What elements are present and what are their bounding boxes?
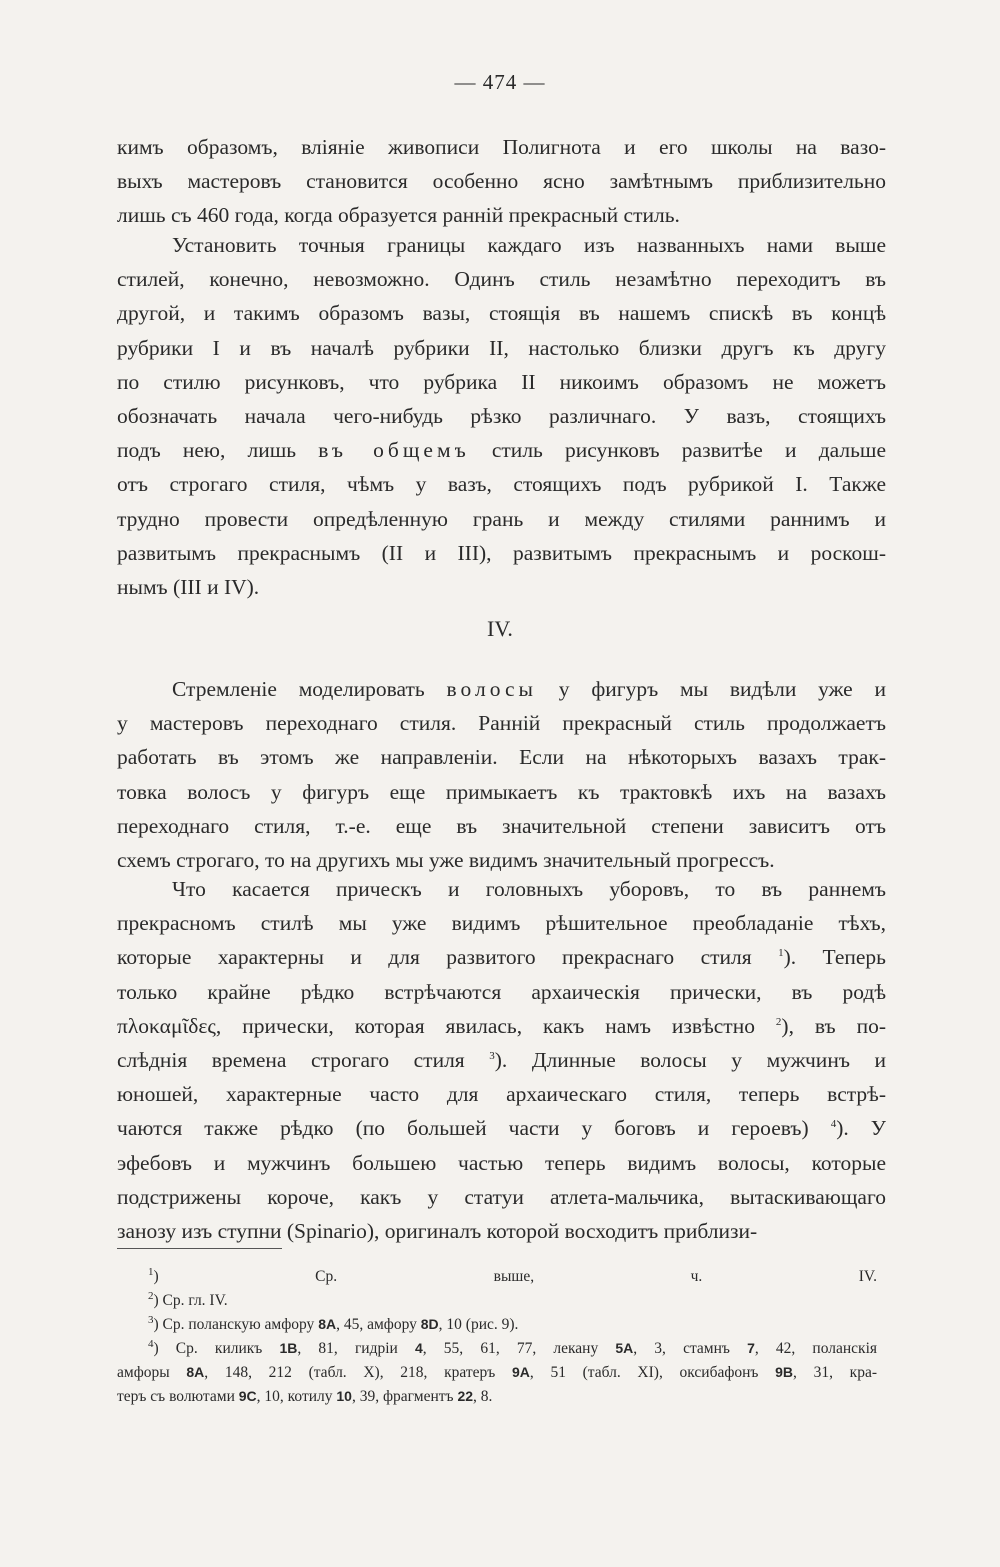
footnote-mark: 2 [148,1289,154,1302]
paragraph-2-line: отъ строгаго стиля, чѣмъ у вазъ, стоящихъ подъ рубрикой I. Также [117,472,886,497]
paragraph-4-line: чаются также рѣдко (по большей части у боговъ и героевъ) $^4$). У [117,1116,886,1141]
spaced-emphasis: волосы [446,677,537,701]
paragraph-4-line: эфебовъ и мужчинъ большею частью теперь видимъ волосы, которые [117,1150,886,1175]
paragraph-3-line: Стремленіе моделировать волосы у фигуръ мы видѣли уже и [172,677,886,701]
paragraph-4-line: слѣднія времена строгаго стиля $^3$). Длинные волосы у мужчинъ и [117,1048,886,1072]
footnote-2: $^2$) Ср. гл. IV. [148,1289,228,1309]
paragraph-3-line: переходнаго стиля, т.-е. еще въ значительной степени зависитъ отъ [117,813,886,838]
footnote-4-line-1: $^4$) Ср. киликъ 1B, 81, гидріи 4, 55, 61, 77, лекану 5A, 3, стамнъ 7, 42, поланскія [148,1337,878,1357]
paragraph-1-line: кимъ образомъ, вліяніе живописи Полигнота и его школы на вазо- [117,135,886,159]
footnote-ref: 2 [775,1015,782,1028]
footnote-mark: 4 [148,1337,154,1350]
paragraph-4-line: которые характерны и для развитого прекраснаго стиля $^1$). Теперь [117,945,886,970]
paragraph-3-line: работать въ этомъ же направленіи. Если на нѣкоторыхъ вазахъ трак- [117,745,886,770]
paragraph-2-line: по стилю рисунковъ, что рубрика II никоимъ образомъ не можетъ [117,369,886,394]
paragraph-1-line: выхъ мастеровъ становится особенно ясно замѣтнымъ приблизительно [117,169,886,194]
footnote-mark: 1 [148,1265,154,1278]
footnote-4-line-2: амфоры 8A, 148, 212 (табл. X), 218, кратеръ 9A, 51 (табл. XI), оксибафонъ 9B, 31, кра- [117,1364,877,1381]
paragraph-1-line: лишь съ 460 года, когда образуется ранній прекрасный стиль. [117,203,680,228]
paragraph-4-line: юношей, характерные часто для архаическаго стиля, теперь встрѣ- [117,1082,886,1107]
paragraph-3-line: у мастеровъ переходнаго стиля. Ранній прекрасный стиль продолжаетъ [117,711,886,736]
paragraph-4-line: только крайне рѣдко встрѣчаются архаическія прически, въ родѣ [117,979,886,1004]
paragraph-4-line: подстрижены короче, какъ у статуи атлета-мальчика, вытаскивающаго [117,1184,886,1209]
footnote-ref: 4 [830,1118,837,1131]
paragraph-4-line: Что касается прическъ и головныхъ уборовъ, то въ раннемъ [172,877,886,901]
footnote-ref: 3 [489,1049,495,1062]
paragraph-4-line: занозу изъ ступни (Spinario), оригиналъ которой восходитъ приблизи- [117,1219,758,1243]
paragraph-2-line: Установить точныя границы каждаго изъ названныхъ нами выше [172,233,886,257]
paragraph-2-line: рубрики I и въ началѣ рубрики II, настолько близки другъ къ другу [117,335,886,360]
page-number: — 474 — [454,70,546,94]
paragraph-2-line: стилей, конечно, невозможно. Одинъ стиль незамѣтно переходитъ въ [117,267,886,292]
paragraph-2-line: трудно провести опредѣленную грань и между стилями раннимъ и [117,506,886,531]
paragraph-2-line: развитымъ прекраснымъ (II и III), развитымъ прекраснымъ и роскош- [117,540,886,565]
paragraph-2-line: другой, и такимъ образомъ вазы, стоящія въ нашемъ спискѣ въ концѣ [117,301,886,326]
paragraph-2-line: подъ нею, лишь въ общемъ стиль рисунковъ развитѣе и дальше [117,438,886,463]
footnote-divider [117,1248,282,1249]
footnote-mark: 3 [148,1313,154,1326]
paragraph-2-line: обозначать начала чего-нибудь рѣзко различнаго. У вазъ, стоящихъ [117,404,886,428]
footnote-1: $^1$) Ср. выше, ч. IV. [148,1265,877,1285]
footnote-ref: 1 [778,947,784,960]
paragraph-4-line: πλοκαμῖδες, прически, которая явилась, какъ намъ извѣстно $^2$), въ по- [117,1013,886,1038]
footnote-3: $^3$) Ср. поланскую амфору 8A, 45, амфору 8D, 10 (рис. 9). [148,1313,519,1333]
paragraph-3-line: схемъ строгаго, то на другихъ мы уже видимъ значительный прогрессъ. [117,848,775,872]
paragraph-4-line: прекрасномъ стилѣ мы уже видимъ рѣшительное преобладаніе тѣхъ, [117,911,886,936]
paragraph-3-line: товка волосъ у фигуръ еще примыкаетъ къ трактовкѣ ихъ на вазахъ [117,779,886,804]
section-heading: IV. [487,616,513,641]
paragraph-2-line: нымъ (III и IV). [117,575,260,599]
footnote-4-line-3: теръ съ волютами 9C, 10, котилу 10, 39, фрагментъ 22, 8. [117,1388,493,1405]
spaced-emphasis: въ общемъ [318,438,470,463]
